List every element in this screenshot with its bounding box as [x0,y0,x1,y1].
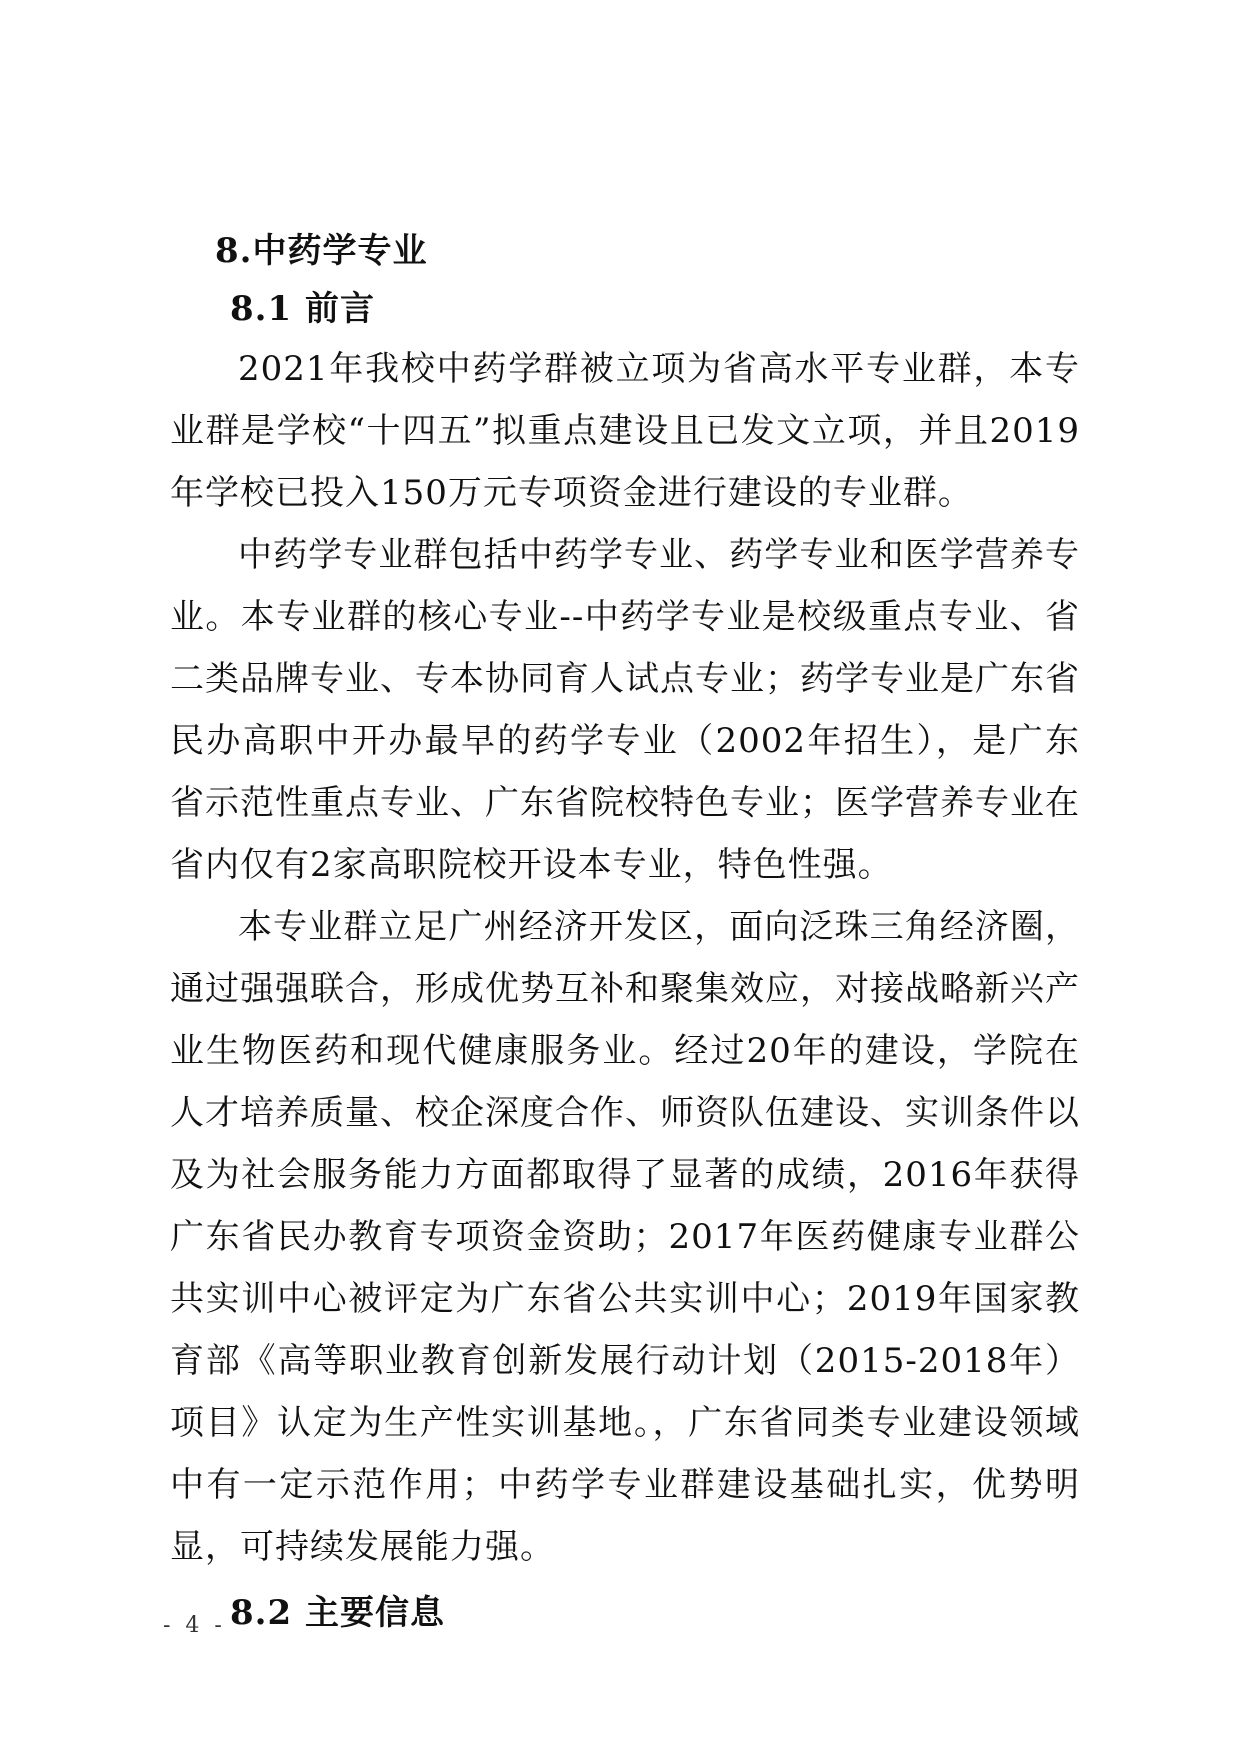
section-title: 8.中药学专业 [215,231,428,271]
paragraph-1: 2021年我校中药学群被立项为省高水平专业群，本专业群是学校“十四五”拟重点建设且已发文立项，并且2019年学校已投入150万元专项资金进行建设的专业群。 [170,349,1080,513]
paragraph-2: 中药学专业群包括中药学专业、药学专业和医学营养专业。本专业群的核心专业--中药学专业是校级重点专业、省二类品牌专业、专本协同育人试点专业；药学专业是广东省民办高职中开办最早的药学专业（2002年招生），是广东省示范性重点专业、广东省院校特色专业；医学营养专业在省内仅有2家高职院校开设本专业，特色性强。 [170,535,1080,885]
document-body [170,222,1080,1642]
subsection-title-main-info: 8.2 主要信息 [230,1593,445,1633]
subsection-title-preface: 8.1 前言 [230,289,375,329]
page-number: - 4 - [163,1613,226,1638]
paragraph-3: 本专业群立足广州经济开发区，面向泛珠三角经济圈，通过强强联合，形成优势互补和聚集效应，对接战略新兴产业生物医药和现代健康服务业。经过20年的建设，学院在人才培养质量、校企深度合作、师资队伍建设、实训条件以及为社会服务能力方面都取得了显著的成绩，2016年获得广东省民办教育专项资金资助；2017年医药健康专业群公共实训中心被评定为广东省公共实训中心；2019年国家教育部《高等职业教育创新发展行动计划（2015-2018年）项目》认定为生产性实训基地。，广东省同类专业建设领域中有一定示范作用；中药学专业群建设基础扎实，优势明显，可持续发展能力强。 [170,907,1080,1567]
